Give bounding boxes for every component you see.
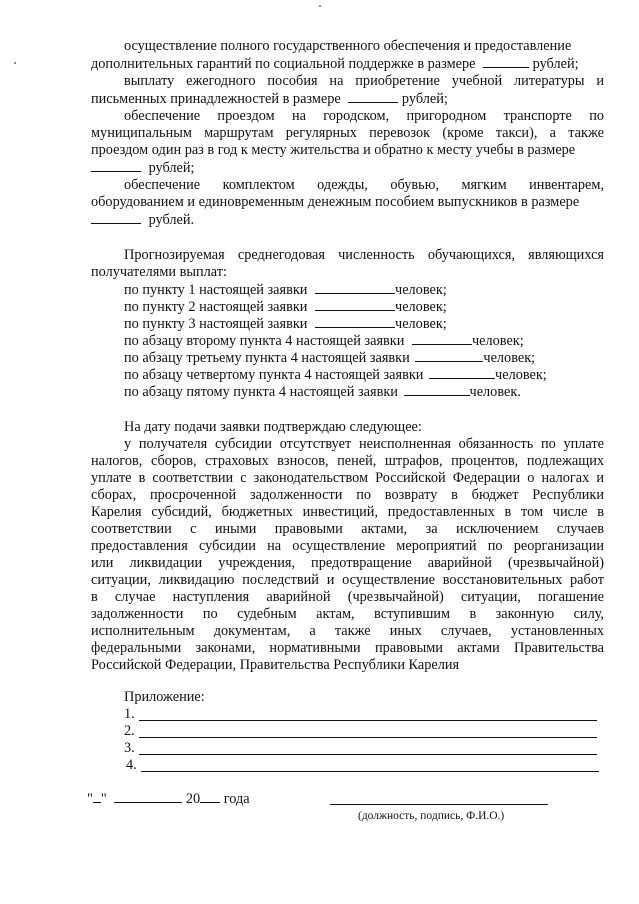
text-line: обеспечение проездом на городском, пригородном транспорте по <box>124 108 604 124</box>
amount-blank <box>91 211 141 224</box>
text-line: проездом один раз в год к месту жительства и обратно к месту учебы в размере <box>91 142 576 158</box>
text-segment: письменных принадлежностей в размере <box>91 91 341 107</box>
forecast-label: по абзацу второму пункта 4 настоящей заявки <box>124 333 405 349</box>
quote-open: " <box>87 791 93 807</box>
text-line <box>91 211 194 229</box>
amount-blank <box>91 159 141 172</box>
scan-mark <box>319 5 321 7</box>
day-blank <box>93 790 101 803</box>
text-line <box>91 159 195 177</box>
forecast-label: по абзацу третьему пункта 4 настоящей заявки <box>124 350 410 366</box>
count-blank <box>404 383 470 396</box>
forecast-unit: человек. <box>469 384 521 400</box>
amount-blank <box>483 55 529 68</box>
attachment-line <box>141 771 599 772</box>
attachment-number: 2. <box>124 723 135 739</box>
forecast-row <box>124 332 524 350</box>
forecast-unit: человек; <box>495 367 547 383</box>
text-line: муниципальным маршрутам регулярных перевозок (кроме такси), а также <box>91 125 604 141</box>
attachment-line <box>139 754 597 755</box>
text-line <box>91 90 448 108</box>
attachment-number: 1. <box>124 706 135 722</box>
forecast-label: по пункту 1 настоящей заявки <box>124 282 308 298</box>
text-line: уплате в соответствии с законодательством Российской Федерации о налогах и <box>91 470 604 486</box>
text-segment: рублей; <box>401 91 448 107</box>
text-line: ситуации, ликвидацию последствий и осуществление восстановительных работ <box>91 572 604 588</box>
scan-mark <box>14 62 16 64</box>
forecast-row <box>124 349 535 367</box>
text-line: Карелия субсидий, бюджетных инвестиций, предоставленных в том числе в <box>91 504 604 520</box>
count-blank <box>429 366 495 379</box>
forecast-row <box>124 298 447 316</box>
forecast-row <box>124 281 447 299</box>
forecast-row <box>124 366 547 384</box>
text-line: выплату ежегодного пособия на приобретение учебной литературы и <box>124 73 604 89</box>
count-blank <box>315 315 395 328</box>
forecast-unit: человек; <box>483 350 536 366</box>
attachment-number: 3. <box>124 740 135 756</box>
text-line: Российской Федерации, Правительства Республики Карелия <box>91 657 460 673</box>
text-line: задолженности по судебным актам, вступившим в законную силу, <box>91 606 604 622</box>
month-blank <box>114 790 182 803</box>
attachment-line <box>139 737 597 738</box>
text-line: исполнительным документам, а также иных случаев, установленных <box>91 623 604 639</box>
text-line <box>91 55 579 73</box>
text-line: На дату подачи заявки подтверждаю следующее: <box>124 419 422 435</box>
forecast-unit: человек; <box>395 299 447 315</box>
text-line: сборах, просроченной задолженности по возврату в бюджет Республики <box>91 487 604 503</box>
text-segment: дополнительных гарантий по социальной поддержке в размере <box>91 56 476 72</box>
forecast-label: по абзацу пятому пункта 4 настоящей заявки <box>124 384 398 400</box>
attachment-number: 4. <box>126 757 137 773</box>
text-line: оборудованием и единовременным денежным пособием выпускников в размере <box>91 194 580 210</box>
quote-close: " <box>100 791 107 807</box>
forecast-unit: человек; <box>395 282 447 298</box>
text-line: предоставления субсидии на осуществление мероприятий по реорганизации <box>91 538 604 554</box>
amount-blank <box>348 90 398 103</box>
count-blank <box>315 298 395 311</box>
text-line: налогов, сборов, страховых взносов, пеней, штрафов, процентов, подлежащих <box>91 453 604 469</box>
signature-caption: (должность, подпись, Ф.И.О.) <box>358 810 505 822</box>
forecast-label: по абзацу четвертому пункта 4 настоящей заявки <box>124 367 424 383</box>
forecast-row <box>124 315 447 333</box>
signature-line <box>330 804 548 805</box>
text-line: соответствии с иными правовыми актами, за исключением случаев <box>91 521 604 537</box>
text-line: получателями выплат: <box>91 264 227 280</box>
date-field <box>87 790 250 808</box>
forecast-row <box>124 383 521 401</box>
text-segment: рублей; <box>148 160 195 176</box>
count-blank <box>315 281 395 294</box>
attachments-heading: Приложение: <box>124 689 205 705</box>
forecast-unit: человек; <box>395 316 447 332</box>
text-segment: рублей. <box>148 212 195 228</box>
text-line: или ликвидации учреждения, предотвращение аварийной (чрезвычайной) <box>91 555 604 571</box>
year-suffix: года <box>223 791 250 807</box>
forecast-unit: человек; <box>471 333 524 349</box>
text-segment: рублей; <box>532 56 579 72</box>
count-blank <box>415 349 483 362</box>
year-blank <box>200 790 220 803</box>
forecast-label: по пункту 2 настоящей заявки <box>124 299 308 315</box>
text-line: Прогнозируемая среднегодовая численность обучающихся, являющихся <box>124 247 604 263</box>
text-line: у получателя субсидии отсутствует неисполненная обязанность по уплате <box>124 436 604 452</box>
attachment-line <box>139 720 597 721</box>
text-line: осуществление полного государственного обеспечения и предоставление <box>124 38 572 54</box>
forecast-label: по пункту 3 настоящей заявки <box>124 316 308 332</box>
text-line: федеральными законами, нормативными правовыми актами Правительства <box>91 640 604 656</box>
count-blank <box>412 332 472 345</box>
text-line: в случае наступления аварийной (чрезвычайной) ситуации, погашение <box>91 589 604 605</box>
text-line: обеспечение комплектом одежды, обувью, мягким инвентарем, <box>124 177 604 193</box>
year-prefix: 20 <box>185 791 201 807</box>
